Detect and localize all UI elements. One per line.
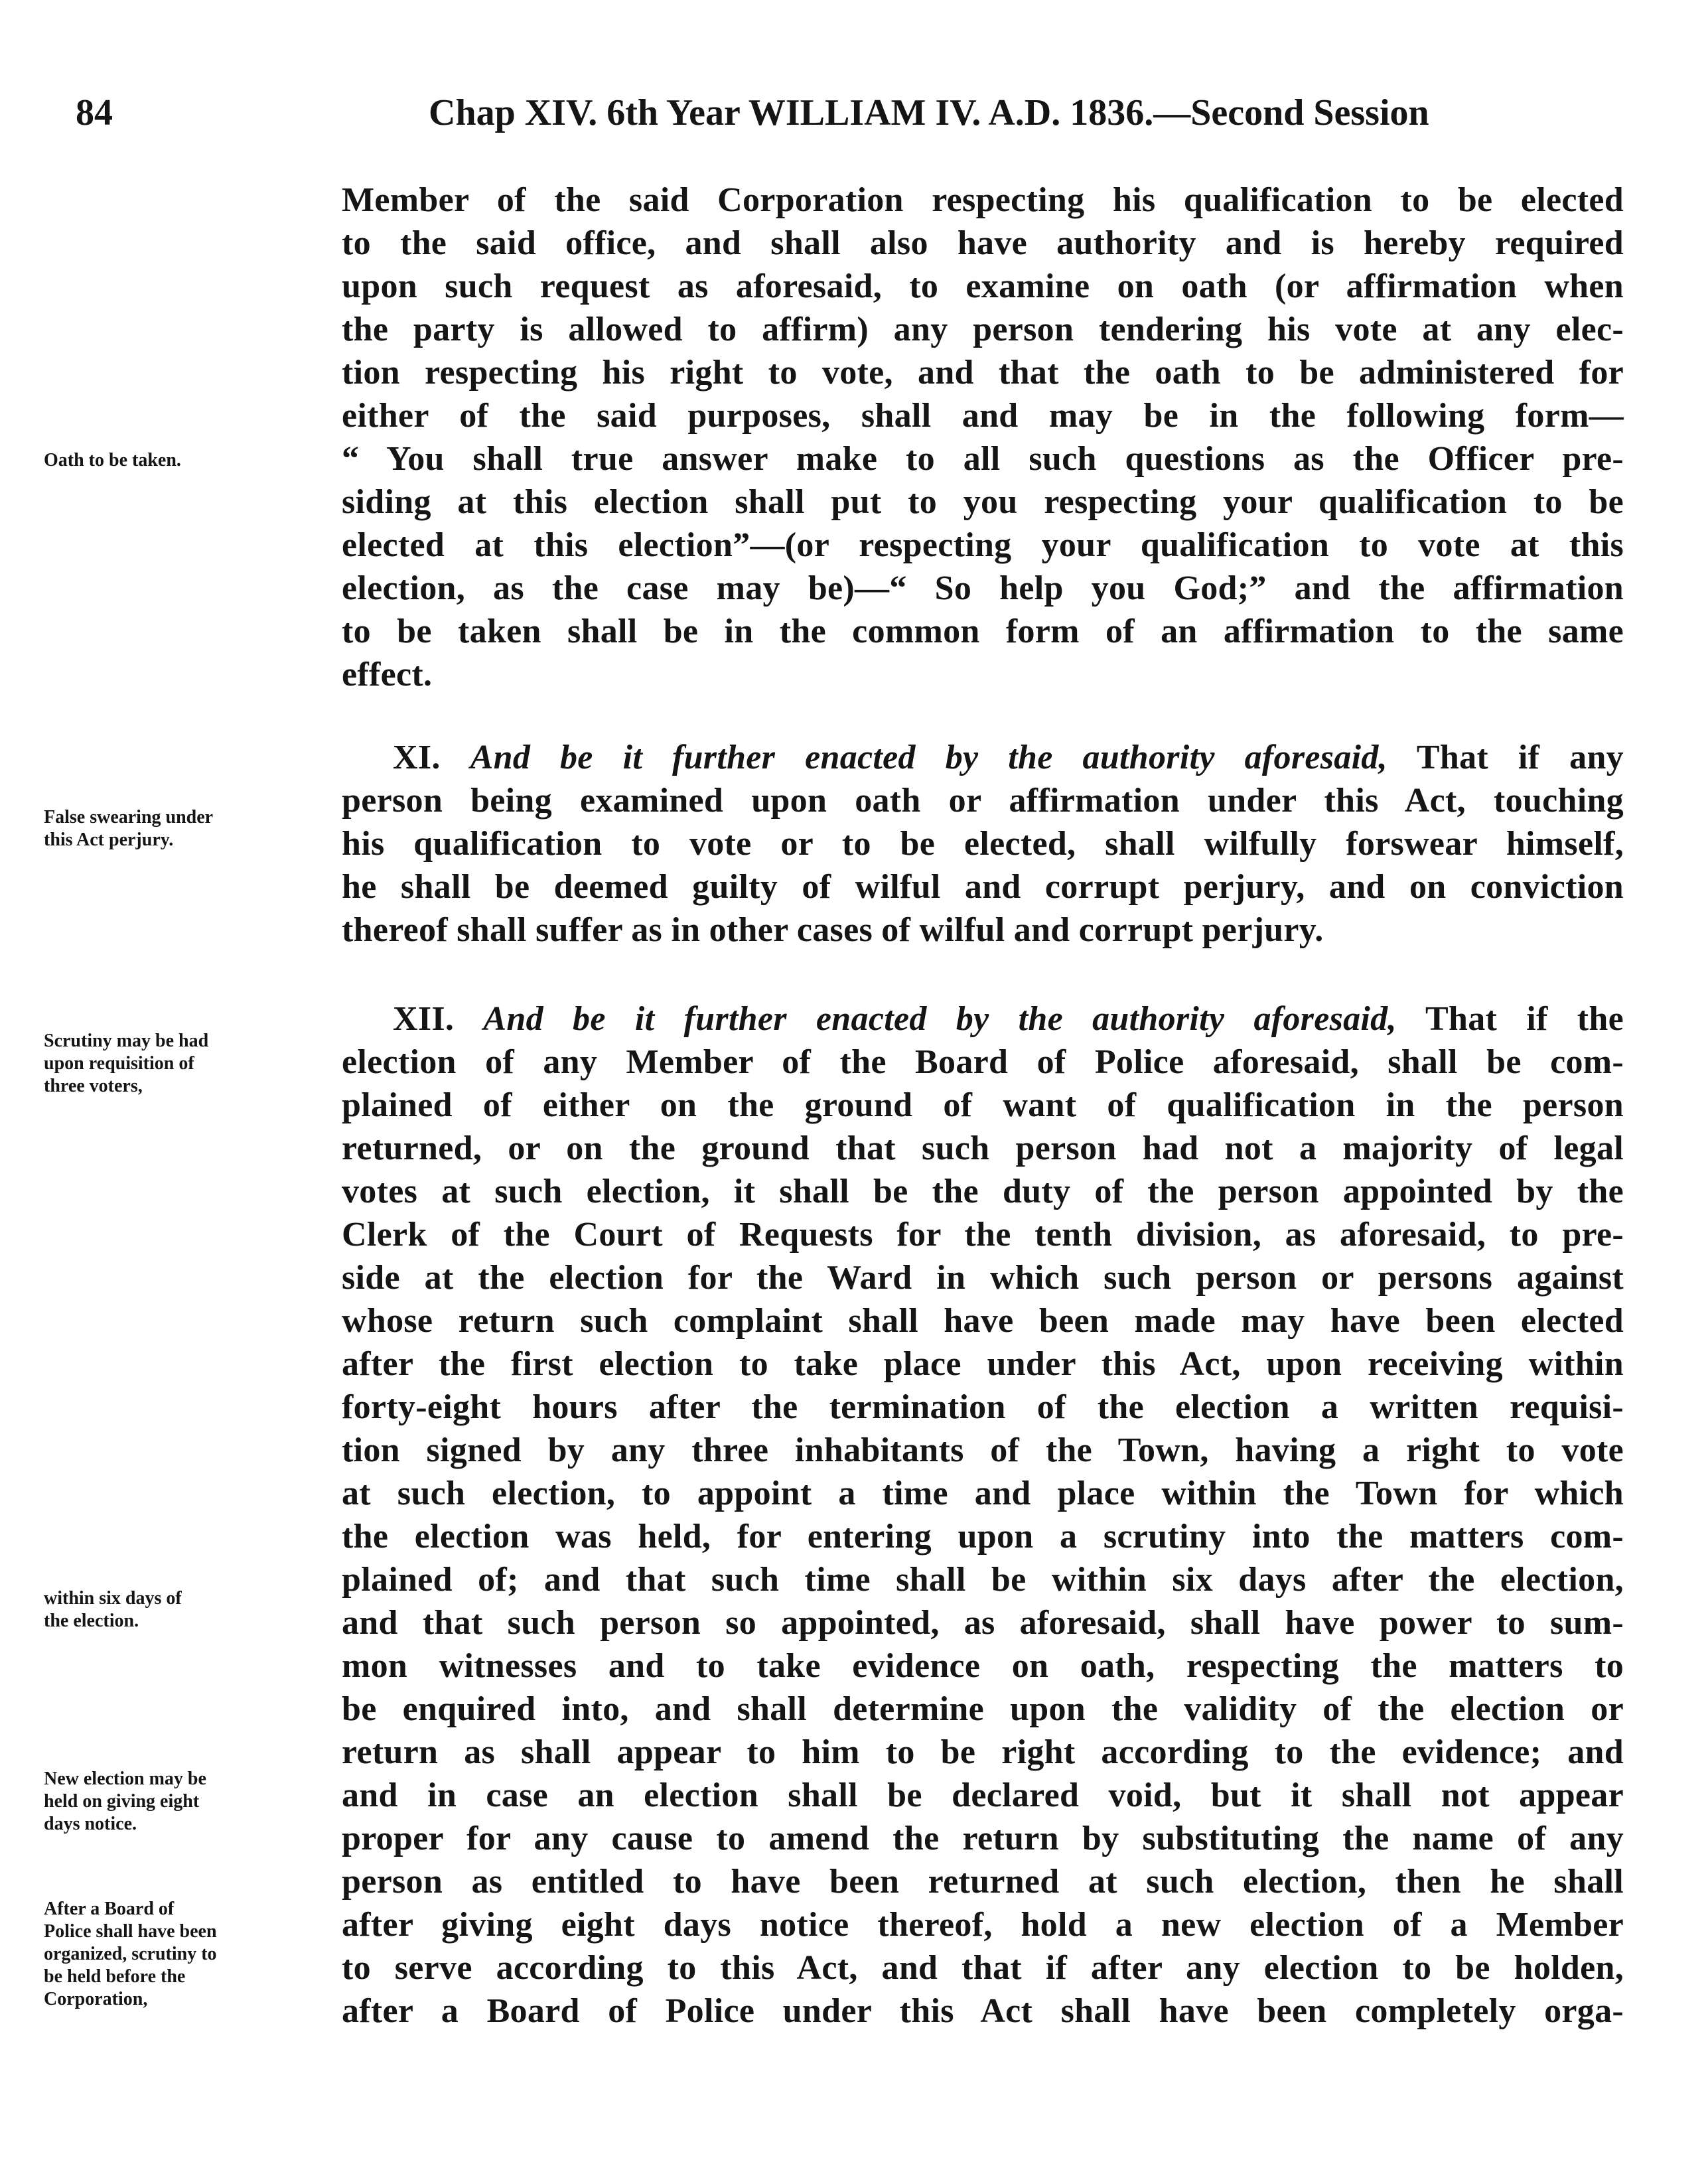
body-line: he shall be deemed guilty of wilful and corrupt perjury, and on conviction: [342, 868, 1624, 906]
marginal-note-false-swearing: [44, 806, 213, 851]
body-line: mon witnesses and to take evidence on oath, respecting the matters to: [342, 1647, 1624, 1685]
body-line: person being examined upon oath or affirmation under this Act, touching: [342, 782, 1624, 820]
body-line: plained of either on the ground of want of qualification in the person: [342, 1086, 1624, 1124]
body-line: votes at such election, it shall be the duty of the person appointed by the: [342, 1173, 1624, 1210]
body-line: return as shall appear to him to be right according to the evidence; and: [342, 1733, 1624, 1771]
marginal-note-oath: [44, 449, 181, 472]
enacting-clause: And be it further enacted by the authority aforesaid,: [470, 739, 1388, 776]
body-line: “ You shall true answer make to all such questions as the Officer pre-: [342, 440, 1624, 478]
body-line: whose return such complaint shall have been made may have been elected: [342, 1302, 1624, 1340]
body-line: plained of; and that such time shall be within six days after the election,: [342, 1561, 1624, 1599]
marginal-note-line: After a Board of: [44, 1899, 175, 1919]
body-line: thereof shall suffer as in other cases of wilful and corrupt perjury.: [342, 911, 1324, 949]
marginal-note-line: days notice.: [44, 1814, 137, 1834]
body-line: and in case an election shall be declared void, but it shall not appear: [342, 1776, 1624, 1814]
body-line: proper for any cause to amend the return by substituting the name of any: [342, 1820, 1624, 1857]
marginal-note-line: Corporation,: [44, 1989, 148, 2009]
body-line: Member of the said Corporation respecting his qualification to be elected: [342, 181, 1624, 219]
body-line: at such election, to appoint a time and place within the Town for which: [342, 1475, 1624, 1512]
body-line: after the first election to take place under this Act, upon receiving within: [342, 1345, 1624, 1383]
marginal-note-line: three voters,: [44, 1076, 143, 1096]
marginal-note-line: within six days of: [44, 1588, 182, 1609]
section-heading-xi: [393, 738, 1624, 777]
marginal-note-line: Scrutiny may be had: [44, 1031, 209, 1051]
body-line: the election was held, for entering upon a scrutiny into the matters com-: [342, 1518, 1624, 1555]
marginal-note-after-board: [44, 1898, 217, 2011]
page-number: 84: [76, 92, 113, 133]
body-line: his qualification to vote or to be elected, shall wilfully forswear himself,: [342, 825, 1624, 863]
body-line: tion respecting his right to vote, and that the oath to be administered for: [342, 354, 1624, 392]
body-line: to be taken shall be in the common form of an affirmation to the same: [342, 613, 1624, 650]
body-line: election of any Member of the Board of Police aforesaid, shall be com-: [342, 1043, 1624, 1081]
body-line: elected at this election”—(or respecting your qualification to vote at this: [342, 526, 1624, 564]
section-text: That if the: [1425, 1000, 1624, 1038]
section-number: XII.: [393, 1000, 455, 1038]
marginal-note-line: False swearing under: [44, 807, 214, 828]
marginal-note-scrutiny: [44, 1030, 208, 1098]
marginal-note-line: this Act perjury.: [44, 830, 174, 850]
body-line: to serve according to this Act, and that if after any election to be holden,: [342, 1949, 1624, 1987]
running-head: Chap XIV. 6th Year WILLIAM IV. A.D. 1836.—Second Session: [429, 92, 1429, 133]
body-line: and that such person so appointed, as aforesaid, shall have power to sum-: [342, 1604, 1624, 1642]
body-line: Clerk of the Court of Requests for the tenth division, as aforesaid, to pre-: [342, 1216, 1624, 1254]
body-line: election, as the case may be)—“ So help you God;” and the affirmation: [342, 569, 1624, 607]
body-line: side at the election for the Ward in which such person or persons against: [342, 1259, 1624, 1297]
body-line: either of the said purposes, shall and may be in the following form—: [342, 397, 1624, 435]
marginal-note-line: held on giving eight: [44, 1791, 200, 1812]
marginal-note-line: organized, scrutiny to: [44, 1944, 217, 1964]
marginal-note-line: upon requisition of: [44, 1053, 194, 1074]
body-line: person as entitled to have been returned at such election, then he shall: [342, 1863, 1624, 1901]
body-line: forty-eight hours after the termination of the election a written requisi-: [342, 1388, 1624, 1426]
enacting-clause: And be it further enacted by the authority aforesaid,: [483, 1000, 1397, 1038]
body-line: after giving eight days notice thereof, hold a new election of a Member: [342, 1906, 1624, 1944]
body-line: siding at this election shall put to you respecting your qualification to be: [342, 483, 1624, 521]
body-line: the party is allowed to affirm) any person tendering his vote at any elec-: [342, 311, 1624, 348]
marginal-note-line: Oath to be taken.: [44, 450, 181, 470]
section-text: That if any: [1416, 739, 1624, 776]
marginal-note-within-six-days: [44, 1587, 182, 1632]
section-heading-xii: [393, 999, 1624, 1039]
marginal-note-line: Police shall have been: [44, 1921, 217, 1942]
body-line: to the said office, and shall also have authority and is hereby required: [342, 224, 1624, 262]
body-line: upon such request as aforesaid, to examine on oath (or affirmation when: [342, 267, 1624, 305]
body-line: tion signed by any three inhabitants of the Town, having a right to vote: [342, 1431, 1624, 1469]
section-number: XI.: [393, 739, 441, 776]
body-line: be enquired into, and shall determine upon the validity of the election or: [342, 1690, 1624, 1728]
body-line: after a Board of Police under this Act shall have been completely orga-: [342, 1992, 1624, 2030]
marginal-note-line: the election.: [44, 1611, 139, 1631]
body-line: returned, or on the ground that such person had not a majority of legal: [342, 1129, 1624, 1167]
marginal-note-line: New election may be: [44, 1769, 206, 1789]
marginal-note-line: be held before the: [44, 1966, 186, 1987]
marginal-note-new-election: [44, 1768, 206, 1836]
body-line: effect.: [342, 656, 433, 693]
